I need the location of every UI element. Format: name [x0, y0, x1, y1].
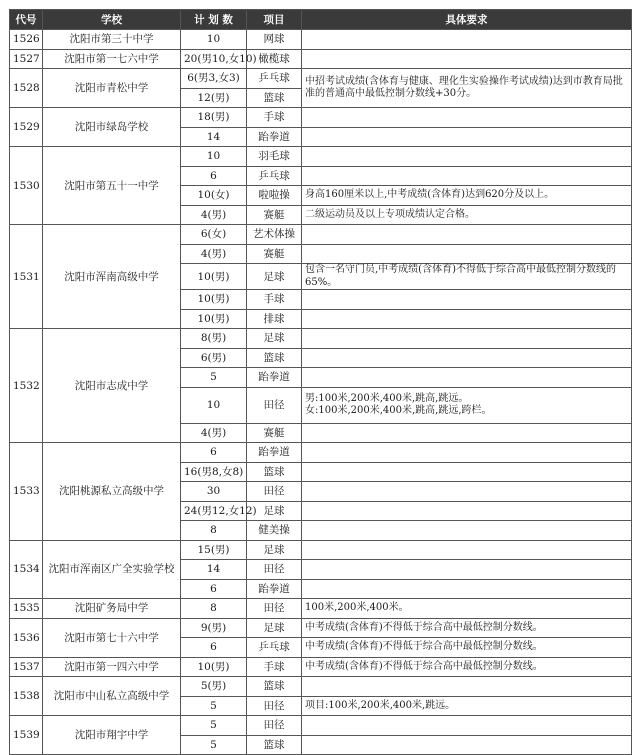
school-code: 1532 — [10, 329, 43, 443]
requirement — [302, 49, 632, 69]
requirement — [302, 501, 632, 521]
plan-count: 16(男8,女8) — [181, 462, 247, 482]
sport-item: 篮球 — [247, 348, 302, 368]
school-code: 1530 — [10, 147, 43, 225]
table-row — [10, 540, 632, 560]
plan-count: 5 — [181, 368, 247, 388]
requirement — [302, 348, 632, 368]
requirement: 中招考试成绩(含体育与健康、理化生实验操作考试成绩)达到市教育局批准的普通高中最低控制分数线+30分。 — [302, 69, 632, 108]
header-school: 学校 — [43, 10, 181, 30]
school-code: 1531 — [10, 225, 43, 329]
school-name: 沈阳市第七十六中学 — [43, 618, 181, 657]
sport-item: 羽毛球 — [247, 147, 302, 167]
sport-item: 足球 — [247, 540, 302, 560]
plan-count: 8 — [181, 599, 247, 619]
plan-count: 4(男) — [181, 244, 247, 264]
header-row — [10, 10, 632, 30]
plan-count: 6 — [181, 166, 247, 186]
requirement — [302, 521, 632, 541]
sport-item: 乒乓球 — [247, 638, 302, 658]
plan-count: 15(男) — [181, 540, 247, 560]
sport-item: 田径 — [247, 560, 302, 580]
plan-count: 6(男3,女3) — [181, 69, 247, 89]
plan-count: 5 — [181, 716, 247, 736]
sport-item: 橄榄球 — [247, 49, 302, 69]
sport-item: 跆拳道 — [247, 579, 302, 599]
requirement: 男:100米,200米,400米,跳高,跳远。 女:100米,200米,400米,跳高,跳远,跨栏。 — [302, 387, 632, 423]
school-name: 沈阳矿务局中学 — [43, 599, 181, 619]
plan-count: 24(男12,女12) — [181, 501, 247, 521]
school-name: 沈阳市青松中学 — [43, 69, 181, 108]
sport-item: 手球 — [247, 290, 302, 310]
requirement: 中考成绩(含体育)不得低于综合高中最低控制分数线。 — [302, 618, 632, 638]
table-row — [10, 599, 632, 619]
requirement — [302, 290, 632, 310]
requirement: 身高160厘米以上,中考成绩(含体育)达到620分及以上。 — [302, 186, 632, 206]
school-name: 沈阳市志成中学 — [43, 329, 181, 443]
requirement: 中考成绩(含体育)不得低于综合高中最低控制分数线。 — [302, 638, 632, 658]
plan-count: 10(女) — [181, 186, 247, 206]
plan-count: 6 — [181, 443, 247, 463]
requirement — [302, 127, 632, 147]
school-code: 1537 — [10, 657, 43, 677]
school-name: 沈阳市第一七六中学 — [43, 49, 181, 69]
plan-count: 10(男) — [181, 290, 247, 310]
requirement — [302, 677, 632, 697]
plan-count: 10 — [181, 387, 247, 423]
plan-count: 10 — [181, 147, 247, 167]
sport-item: 田径 — [247, 716, 302, 736]
school-code: 1533 — [10, 443, 43, 541]
requirement — [302, 244, 632, 264]
requirement: 中考成绩(含体育)不得低于综合高中最低控制分数线。 — [302, 657, 632, 677]
sport-item: 田径 — [247, 696, 302, 716]
sport-item: 啦啦操 — [247, 186, 302, 206]
sport-item: 乒乓球 — [247, 166, 302, 186]
school-name: 沈阳市第五十一中学 — [43, 147, 181, 225]
requirement: 包含一名守门员,中考成绩(含体育)不得低于综合高中最低控制分数线的65%。 — [302, 264, 632, 290]
table-row — [10, 329, 632, 349]
requirement — [302, 443, 632, 463]
sport-item: 健美操 — [247, 521, 302, 541]
plan-count: 6(女) — [181, 225, 247, 245]
school-code: 1527 — [10, 49, 43, 69]
sport-item: 足球 — [247, 501, 302, 521]
sport-item: 手球 — [247, 657, 302, 677]
table-row — [10, 618, 632, 638]
school-code: 1538 — [10, 677, 43, 716]
plan-count: 5 — [181, 696, 247, 716]
plan-count: 8 — [181, 521, 247, 541]
table-row — [10, 657, 632, 677]
sport-item: 赛艇 — [247, 205, 302, 225]
plan-count: 12(男) — [181, 88, 247, 108]
header-code: 代号 — [10, 10, 43, 30]
school-code: 1536 — [10, 618, 43, 657]
sport-item: 手球 — [247, 108, 302, 128]
plan-count: 10(男) — [181, 309, 247, 329]
sport-item: 跆拳道 — [247, 127, 302, 147]
requirement — [302, 329, 632, 349]
sport-item: 排球 — [247, 309, 302, 329]
school-name: 沈阳市中山私立高级中学 — [43, 677, 181, 716]
header-requirement: 具体要求 — [302, 10, 632, 30]
requirement — [302, 147, 632, 167]
requirement — [302, 540, 632, 560]
requirement — [302, 560, 632, 580]
sport-item: 田径 — [247, 387, 302, 423]
sport-item: 足球 — [247, 329, 302, 349]
plan-count: 10(男) — [181, 264, 247, 290]
plan-count: 4(男) — [181, 205, 247, 225]
requirement — [302, 225, 632, 245]
header-plan: 计 划 数 — [181, 10, 247, 30]
school-name: 沈阳市第三十中学 — [43, 30, 181, 50]
requirement: 100米,200米,400米。 — [302, 599, 632, 619]
requirement — [302, 462, 632, 482]
plan-count: 10(男) — [181, 657, 247, 677]
school-name: 沈阳市浑南区广全实验学校 — [43, 540, 181, 599]
sport-item: 艺术体操 — [247, 225, 302, 245]
sport-item: 赛艇 — [247, 423, 302, 443]
sport-item: 跆拳道 — [247, 443, 302, 463]
requirement — [302, 368, 632, 388]
requirement — [302, 166, 632, 186]
school-code: 1534 — [10, 540, 43, 599]
plan-count: 4(男) — [181, 423, 247, 443]
school-code: 1535 — [10, 599, 43, 619]
table-row — [10, 147, 632, 167]
requirement: 项目:100米,200米,400米,跳远。 — [302, 696, 632, 716]
sport-item: 跆拳道 — [247, 368, 302, 388]
school-code: 1539 — [10, 716, 43, 755]
sport-item: 田径 — [247, 599, 302, 619]
table-body — [10, 30, 632, 755]
plan-count: 14 — [181, 560, 247, 580]
requirement — [302, 579, 632, 599]
school-code: 1528 — [10, 69, 43, 108]
table-row — [10, 30, 632, 50]
school-name: 沈阳市翔宇中学 — [43, 716, 181, 755]
plan-count: 6(男) — [181, 348, 247, 368]
sport-item: 足球 — [247, 618, 302, 638]
sport-item: 篮球 — [247, 88, 302, 108]
requirement — [302, 482, 632, 502]
school-code: 1526 — [10, 30, 43, 50]
plan-count: 10 — [181, 30, 247, 50]
sport-item: 足球 — [247, 264, 302, 290]
sport-item: 篮球 — [247, 735, 302, 755]
plan-count: 8(男) — [181, 329, 247, 349]
sport-item: 篮球 — [247, 677, 302, 697]
plan-count: 5 — [181, 735, 247, 755]
plan-count: 6 — [181, 579, 247, 599]
requirement — [302, 108, 632, 128]
sport-item: 网球 — [247, 30, 302, 50]
table-row — [10, 49, 632, 69]
table-row — [10, 716, 632, 736]
requirement — [302, 735, 632, 755]
table-row — [10, 443, 632, 463]
admission-table — [9, 9, 632, 755]
requirement — [302, 716, 632, 736]
plan-count: 18(男) — [181, 108, 247, 128]
plan-count: 6 — [181, 638, 247, 658]
header-sport: 项目 — [247, 10, 302, 30]
requirement — [302, 309, 632, 329]
plan-count: 20(男10,女10) — [181, 49, 247, 69]
school-name: 沈阳市绿岛学校 — [43, 108, 181, 147]
sport-item: 赛艇 — [247, 244, 302, 264]
sport-item: 篮球 — [247, 462, 302, 482]
school-name: 沈阳市浑南高级中学 — [43, 225, 181, 329]
plan-count: 9(男) — [181, 618, 247, 638]
table-row — [10, 225, 632, 245]
table-row — [10, 69, 632, 89]
sport-item: 乒乓球 — [247, 69, 302, 89]
plan-count: 14 — [181, 127, 247, 147]
requirement: 二级运动员及以上专项成绩认定合格。 — [302, 205, 632, 225]
table-row — [10, 677, 632, 697]
sport-item: 田径 — [247, 482, 302, 502]
plan-count: 30 — [181, 482, 247, 502]
table-row — [10, 108, 632, 128]
requirement — [302, 30, 632, 50]
school-name: 沈阳桃源私立高级中学 — [43, 443, 181, 541]
school-name: 沈阳市第一四六中学 — [43, 657, 181, 677]
plan-count: 5(男) — [181, 677, 247, 697]
requirement — [302, 423, 632, 443]
school-code: 1529 — [10, 108, 43, 147]
